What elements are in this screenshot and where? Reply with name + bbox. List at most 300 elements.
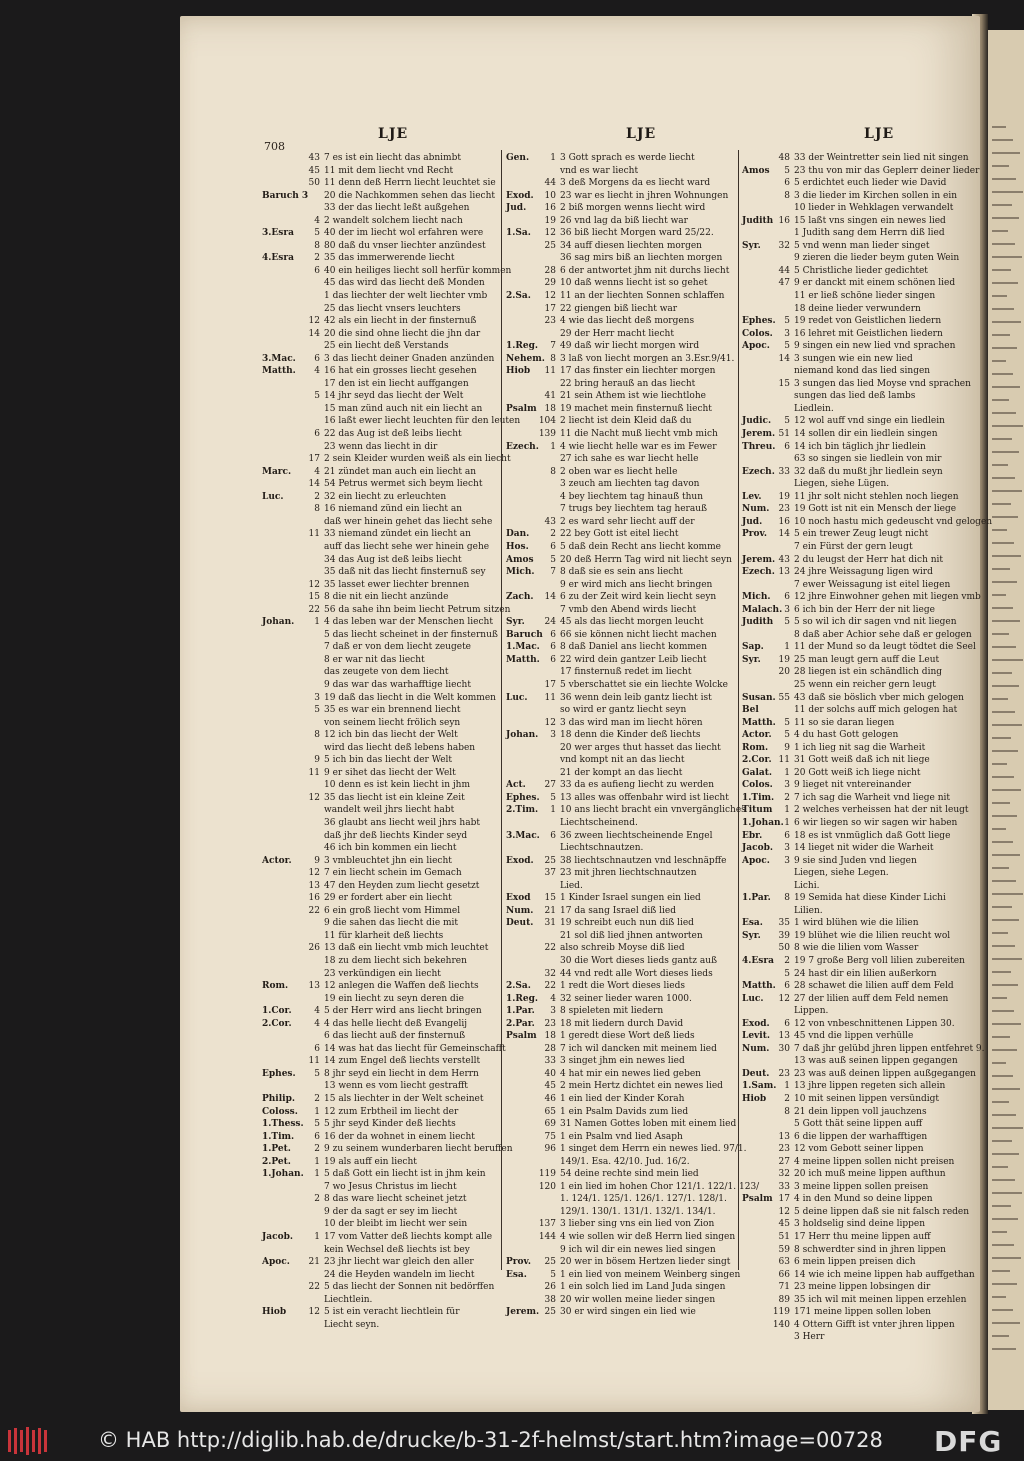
entry-text: 33 der das liecht leßt außgehen [324, 203, 470, 214]
entry-text: das zeugete von dem liecht [324, 667, 449, 678]
book-reference: 1.Johan. [262, 1169, 304, 1180]
facing-page-text-fragment [992, 399, 1009, 401]
chapter-number: 119 [772, 1307, 790, 1318]
book-reference: Psalm [506, 403, 537, 414]
entry-text: 3 das liecht deiner Gnaden anzünden [324, 353, 495, 364]
index-entry [506, 855, 738, 868]
index-entry [740, 616, 972, 629]
index-entry [262, 466, 502, 479]
book-reference: 1.Par. [506, 1006, 535, 1017]
entry-text: 47 den Heyden zum liecht gesetzt [324, 880, 480, 891]
chapter-number: 6 [314, 429, 320, 440]
copyright-url[interactable]: © HAB http://diglib.hab.de/drucke/b-31-2f-helmst/start.htm?image=00728 [98, 1428, 883, 1452]
index-entry [506, 1181, 760, 1194]
entry-text: 149/1. Esa. 42/10. Jud. 16/2. [560, 1156, 690, 1167]
facing-page-text-fragment [992, 425, 1023, 427]
index-entry [740, 993, 972, 1006]
chapter-number: 23 [778, 1068, 790, 1079]
facing-page-text-fragment [992, 763, 1007, 765]
facing-page-text-fragment [992, 607, 1013, 609]
facing-page-text-fragment [992, 1062, 1006, 1064]
entry-text: Liegen, siehe Legen. [794, 868, 889, 879]
facing-page-text-fragment [992, 412, 1016, 414]
index-entry [262, 353, 502, 366]
entry-text: 8 die nit ein liecht anzünde [324, 592, 449, 603]
index-entry [262, 554, 502, 567]
entry-text: 34 das Aug ist deß leibs liecht [324, 554, 462, 565]
book-reference: Actor. [262, 855, 292, 866]
book-reference: 2.Par. [506, 1018, 535, 1029]
index-entry [262, 679, 502, 692]
entry-text: 54 deine rechte sind mein lied [560, 1169, 699, 1180]
index-entry [740, 1269, 975, 1282]
facing-page-text-fragment [992, 1153, 1019, 1155]
chapter-number: 23 [544, 316, 556, 327]
index-entry [740, 717, 972, 730]
facing-page-text-fragment [992, 1088, 1020, 1090]
chapter-number: 3 [784, 855, 790, 866]
chapter-number: 22 [308, 604, 320, 615]
chapter-number: 28 [544, 1043, 556, 1054]
chapter-number: 25 [544, 1257, 556, 1268]
entry-text: 36 sag mirs biß an liechten morgen [560, 253, 723, 264]
entry-text: also schreib Moyse diß lied [560, 943, 685, 954]
index-entry [262, 1181, 502, 1194]
book-reference: Esa. [506, 1269, 527, 1280]
entry-text: 11 so sie daran liegen [794, 717, 895, 728]
entry-text: 22 wird dein gantzer Leib liecht [560, 654, 707, 665]
index-entry [262, 315, 502, 328]
chapter-number: 12 [308, 316, 320, 327]
chapter-number: 144 [538, 1232, 556, 1243]
entry-text: 45 als das liecht morgen leucht [560, 617, 704, 628]
chapter-number: 5 [550, 792, 556, 803]
book-reference: 4.Esra [262, 253, 294, 264]
index-entry [740, 629, 972, 642]
book-reference: Matth. [742, 717, 776, 728]
entry-text: 6 die lippen der warhafftigen [794, 1131, 928, 1142]
book-reference: Mich. [506, 567, 535, 578]
index-entry [262, 403, 502, 416]
entry-text: Liechtscheinend. [560, 817, 638, 828]
entry-text: vnd kompt nit an das liecht [560, 755, 685, 766]
book-reference: 3.Mac. [262, 353, 296, 364]
chapter-number: 1 [314, 1169, 320, 1180]
chapter-number: 35 [778, 918, 790, 929]
chapter-number: 26 [544, 1282, 556, 1293]
chapter-number: 11 [308, 529, 320, 540]
chapter-number: 40 [544, 1068, 556, 1079]
index-entry [506, 717, 738, 730]
entry-text: 5 Christliche lieder gedichtet [794, 265, 928, 276]
entry-text: 11 denn deß Herrn liecht leuchtet sie [324, 178, 496, 189]
book-reference: 3.Esra [262, 228, 294, 239]
entry-text: 22 das Aug ist deß leibs liecht [324, 429, 462, 440]
index-entry [262, 541, 502, 554]
entry-text: 14 wie ich meine lippen hab auffgethan [794, 1269, 975, 1280]
entry-text: 2 wandelt solchem liecht nach [324, 215, 463, 226]
index-entry [740, 541, 972, 554]
book-reference: Malach. [742, 604, 783, 615]
entry-text: 9 das war das warhafftige liecht [324, 679, 471, 690]
entry-text: 27 ich sahe es war liecht helle [560, 454, 699, 465]
dfg-logo: DFG [934, 1425, 1003, 1458]
book-reference: Philip. [262, 1094, 295, 1105]
entry-text: 8 daß Daniel ans liecht kommen [560, 642, 708, 653]
entry-text: 12 von vnbeschnittenen Lippen 30. [794, 1018, 955, 1029]
index-entry [740, 867, 972, 880]
entry-text: 3 Herr [794, 1332, 825, 1343]
chapter-number: 11 [778, 755, 790, 766]
book-reference: 1.Reg. [506, 993, 539, 1004]
index-entry [506, 554, 738, 567]
entry-text: 14 sollen dir ein liedlein singen [794, 429, 938, 440]
chapter-number: 9 [314, 855, 320, 866]
index-entry [740, 968, 972, 981]
book-reference: Johan. [506, 730, 539, 741]
index-entry [506, 880, 738, 893]
entry-text: 5 ein trewer Zeug leugt nicht [794, 529, 929, 540]
entry-text: 35 daß nit das liecht finsternuß sey [324, 567, 486, 578]
chapter-number: 10 [544, 190, 556, 201]
index-entry [740, 478, 972, 491]
chapter-number: 3 [550, 730, 556, 741]
book-reference: Sap. [742, 642, 764, 653]
book-reference: 3.Mac. [506, 830, 540, 841]
entry-text: 32 daß du mußt jhr liedlein seyn [794, 466, 943, 477]
entry-text: 29 der Herr macht liecht [560, 328, 674, 339]
entry-text: 3 laß von liecht morgen an 3.Esr.9/41. [560, 353, 735, 364]
entry-text: 28 schawet die lilien auff dem Feld [794, 981, 954, 992]
book-reference: Luc. [262, 491, 284, 502]
facing-page-edge [988, 30, 1024, 1410]
index-entry [506, 441, 738, 454]
chapter-number: 51 [778, 1232, 790, 1243]
chapter-number: 32 [778, 1169, 790, 1180]
entry-text: 43 daß sie böslich vber mich gelogen [794, 692, 964, 703]
index-entry [262, 1193, 502, 1206]
entry-text: 8 er war nit das liecht [324, 654, 425, 665]
index-entry [740, 1294, 972, 1307]
facing-page-text-fragment [992, 529, 1007, 531]
facing-page-text-fragment [992, 1192, 1022, 1194]
facing-page-text-fragment [992, 1010, 1014, 1012]
entry-text: auff das liecht sehe wer hinein gehe [324, 541, 490, 552]
book-reference: Gen. [506, 153, 530, 163]
entry-text: 17 vom Vatter deß liechts kompt alle [324, 1232, 493, 1243]
index-entry [506, 842, 738, 855]
chapter-number: 17 [544, 679, 556, 690]
facing-page-text-fragment [992, 1127, 1023, 1129]
index-entry [740, 265, 972, 278]
entry-text: 19 blühet wie die lilien reucht wol [794, 930, 951, 941]
chapter-number: 1 [314, 1156, 320, 1167]
index-entry [740, 1055, 972, 1068]
chapter-number: 1 [314, 1106, 320, 1117]
facing-page-text-fragment [992, 841, 1013, 843]
entry-text: 3 sungen das lied Moyse vnd sprachen [794, 378, 971, 389]
index-entry [506, 779, 738, 792]
entry-text: 3 holdselig sind deine lippen [794, 1219, 926, 1230]
chapter-number: 1 [784, 1081, 790, 1092]
index-entry [262, 717, 502, 730]
index-entry [506, 704, 738, 717]
chapter-number: 6 [784, 1018, 790, 1029]
index-entry [262, 441, 502, 454]
index-entry [506, 177, 738, 190]
index-entry [262, 616, 502, 629]
facing-page-text-fragment [992, 386, 1020, 388]
index-entry [740, 1256, 972, 1269]
chapter-number: 14 [308, 328, 320, 339]
book-reference: Jacob. [742, 843, 773, 854]
chapter-number: 2 [784, 792, 790, 803]
index-entry [740, 1156, 972, 1169]
index-entry [506, 1218, 738, 1231]
book-reference: 2.Pet. [262, 1156, 291, 1167]
entry-text: 26 vnd lag da biß liecht war [560, 215, 688, 226]
index-entry [740, 378, 972, 391]
chapter-number: 39 [778, 930, 790, 941]
entry-text: 4 hat mir ein newes lied geben [560, 1068, 701, 1079]
facing-page-text-fragment [992, 217, 1019, 219]
book-reference: 2.Cor. [262, 1018, 292, 1029]
entry-text: 171 meine lippen sollen loben [794, 1307, 931, 1318]
entry-text: 1 singet dem Herrn ein newes lied. 97/1. [560, 1144, 747, 1155]
book-reference: Jerem. [506, 1307, 540, 1318]
entry-text: 7 ich sag die Warheit vnd liege nit [794, 792, 951, 803]
chapter-number: 13 [778, 1131, 790, 1142]
entry-text: 9 er sihet das liecht der Welt [324, 767, 456, 778]
facing-page-text-fragment [992, 230, 1008, 232]
chapter-number: 12 [544, 717, 556, 728]
entry-text: 12 zum Erbtheil im liecht der [324, 1106, 459, 1117]
index-entry [262, 1043, 506, 1056]
entry-text: 9 ich wil dir ein newes lied singen [560, 1244, 716, 1255]
facing-page-text-fragment [992, 204, 1012, 206]
chapter-number: 75 [544, 1131, 556, 1142]
book-reference: Amos [742, 165, 770, 176]
book-reference: Num. [742, 1043, 770, 1054]
chapter-number: 1 [314, 617, 320, 628]
index-entry [506, 340, 738, 353]
chapter-number: 6 [784, 830, 790, 841]
index-entry [506, 315, 738, 328]
column-head-2: LJE [626, 126, 657, 142]
entry-text: 2 du leugst der Herr hat dich nit [794, 554, 944, 565]
facing-page-text-fragment [992, 1348, 1016, 1350]
chapter-number: 19 [778, 654, 790, 665]
chapter-number: 2 [314, 1144, 320, 1155]
entry-text: 13 was auß seinen lippen gegangen [794, 1056, 958, 1067]
chapter-number: 5 [784, 416, 790, 427]
index-entry [262, 566, 502, 579]
book-reference: Rom. [262, 981, 289, 992]
page-number: 708 [264, 140, 285, 153]
index-entry [740, 604, 972, 617]
chapter-number: 63 [778, 1257, 790, 1268]
facing-page-text-fragment [992, 295, 1007, 297]
index-entry [262, 390, 502, 403]
index-entry [740, 554, 972, 567]
chapter-number: 119 [538, 1169, 556, 1180]
index-entry [262, 692, 502, 705]
chapter-number: 43 [544, 516, 556, 527]
index-entry [262, 1294, 502, 1307]
index-entry [740, 328, 972, 341]
book-reference: Prov. [506, 1257, 531, 1268]
chapter-number: 4 [314, 466, 320, 477]
index-entry [740, 491, 972, 504]
entry-text: Liegen, siehe Lügen. [794, 479, 890, 490]
index-entry [262, 277, 502, 290]
chapter-number: 17 [778, 1194, 790, 1205]
entry-text: 23 verkündigen ein liecht [324, 968, 441, 979]
chapter-number: 32 [778, 240, 790, 251]
book-reference: Exod [506, 893, 531, 904]
index-entry [262, 767, 502, 780]
book-reference: Syr. [506, 617, 525, 628]
entry-text: 7 vmb den Abend wirds liecht [560, 604, 697, 615]
entry-text: 3 vmbleuchtet jhn ein liecht [324, 855, 452, 866]
chapter-number: 55 [778, 692, 790, 703]
chapter-number: 11 [308, 1056, 320, 1067]
index-entry [506, 1281, 738, 1294]
facing-page-text-fragment [992, 165, 1009, 167]
index-entry [740, 1106, 972, 1119]
index-entry [262, 880, 502, 893]
entry-text: 33 der Weintretter sein lied nit singen [794, 153, 969, 163]
facing-page-text-fragment [992, 1114, 1016, 1116]
book-reference: Jerem. [742, 554, 776, 565]
entry-text: 9 die sahen das liecht die mit [324, 918, 459, 929]
index-entry [506, 541, 738, 554]
index-entry [740, 591, 981, 604]
index-entry [740, 654, 972, 667]
entry-text: 21 sein Athem ist wie liechtlohe [560, 391, 706, 402]
hab-logo-icon [6, 1426, 48, 1456]
entry-text: 1 wird blühen wie die lilien [794, 918, 919, 929]
facing-page-text-fragment [992, 1270, 1010, 1272]
index-entry [262, 177, 502, 190]
book-reference: Johan. [262, 617, 295, 628]
entry-text: 11 für klarheit deß liechts [324, 930, 444, 941]
entry-text: 10 ans liecht bracht ein vnvergängliches [560, 805, 746, 816]
facing-page-text-fragment [992, 191, 1023, 193]
book-reference: 1.Sa. [506, 228, 531, 239]
facing-page-text-fragment [992, 1101, 1009, 1103]
chapter-number: 25 [544, 855, 556, 866]
entry-text: 5 daß Gott ein liecht ist in jhm kein [324, 1169, 486, 1180]
chapter-number: 12 [544, 291, 556, 302]
book-reference: 1.Par. [742, 893, 771, 904]
entry-text: 40 der im liecht wol erfahren were [324, 228, 484, 239]
book-reference: 1.Cor. [262, 1006, 292, 1017]
index-entry [506, 290, 738, 303]
index-entry [506, 830, 738, 843]
facing-page-text-fragment [992, 906, 1012, 908]
entry-text: 4 das helle liecht deß Evangelij [324, 1018, 468, 1029]
chapter-number: 19 [544, 215, 556, 226]
entry-text: 20 die Nachkommen sehen das liecht [324, 190, 496, 201]
book-reference: 1.Pet. [262, 1144, 291, 1155]
index-entry [506, 1294, 738, 1307]
chapter-number: 13 [308, 880, 320, 891]
chapter-number: 21 [308, 1257, 320, 1268]
entry-text: 32 ein liecht zu erleuchten [324, 491, 447, 502]
facing-page-text-fragment [992, 984, 1018, 986]
chapter-number: 22 [544, 981, 556, 992]
index-entry [262, 202, 502, 215]
index-entry [506, 942, 738, 955]
chapter-number: 5 [784, 730, 790, 741]
entry-text: 49 daß wir liecht morgen wird [560, 341, 700, 352]
book-reference: 2.Sa. [506, 291, 531, 302]
chapter-number: 6 [314, 265, 320, 276]
entry-text: 16 niemand zünd ein liecht an [324, 504, 463, 515]
chapter-number: 4 [314, 1006, 320, 1017]
index-entry [262, 428, 502, 441]
book-reference: Actor. [742, 730, 772, 741]
index-column-3 [740, 152, 993, 1344]
book-reference: Susan. [742, 692, 776, 703]
entry-text: 1 ich lieg nit sag die Warheit [794, 742, 926, 753]
chapter-number: 5 [550, 1269, 556, 1280]
entry-text: 5 der Herr wird ans liecht bringen [324, 1006, 482, 1017]
index-entry [506, 403, 738, 416]
entry-text: 4 in den Mund so deine lippen [794, 1194, 933, 1205]
book-reference: Colos. [742, 780, 773, 791]
entry-text: 19 als auff ein liecht [324, 1156, 417, 1167]
chapter-number: 14 [308, 479, 320, 490]
facing-page-text-fragment [992, 945, 1015, 947]
index-entry [262, 265, 512, 278]
facing-page-text-fragment [992, 776, 1014, 778]
index-entry [506, 616, 738, 629]
book-reference: Judith [742, 617, 774, 628]
entry-text: 5 ich bin das liecht der Welt [324, 755, 453, 766]
facing-page-text-fragment [992, 308, 1014, 310]
book-reference: Baruch 3 [262, 190, 309, 201]
entry-text: 19 machet mein finsternuß liecht [560, 403, 712, 414]
entry-text: wird das liecht deß lebens haben [324, 742, 476, 753]
index-entry [262, 942, 502, 955]
book-reference: Threu. [742, 441, 776, 452]
facing-page-text-fragment [992, 243, 1015, 245]
chapter-number: 8 [784, 1106, 790, 1117]
index-entry [262, 1080, 502, 1093]
chapter-number: 43 [308, 153, 320, 163]
index-entry [506, 190, 738, 203]
facing-page-text-fragment [992, 1218, 1018, 1220]
index-entry [740, 1319, 972, 1332]
facing-page-text-fragment [992, 139, 1013, 141]
entry-text: 8 spieleten mit liedern [560, 1006, 664, 1017]
entry-text: 11 der solchs auff mich gelogen hat [794, 705, 958, 716]
index-entry [740, 830, 972, 843]
index-entry [740, 215, 972, 228]
index-entry [506, 729, 738, 742]
entry-text: 6 ich bin der Herr der nit liege [794, 604, 935, 615]
facing-page-text-fragment [992, 568, 1010, 570]
entry-text: 24 jhre Weissagung ligen wird [794, 567, 933, 578]
entry-text: 5 das liecht scheinet in der finsternuß [324, 629, 498, 640]
entry-text: 6 das liecht auß der finsternuß [324, 1031, 466, 1042]
entry-text: 13 alles was offenbahr wird ist liecht [560, 792, 729, 803]
facing-page-text-fragment [992, 815, 1017, 817]
index-entry [506, 252, 738, 265]
chapter-number: 14 [778, 353, 790, 364]
